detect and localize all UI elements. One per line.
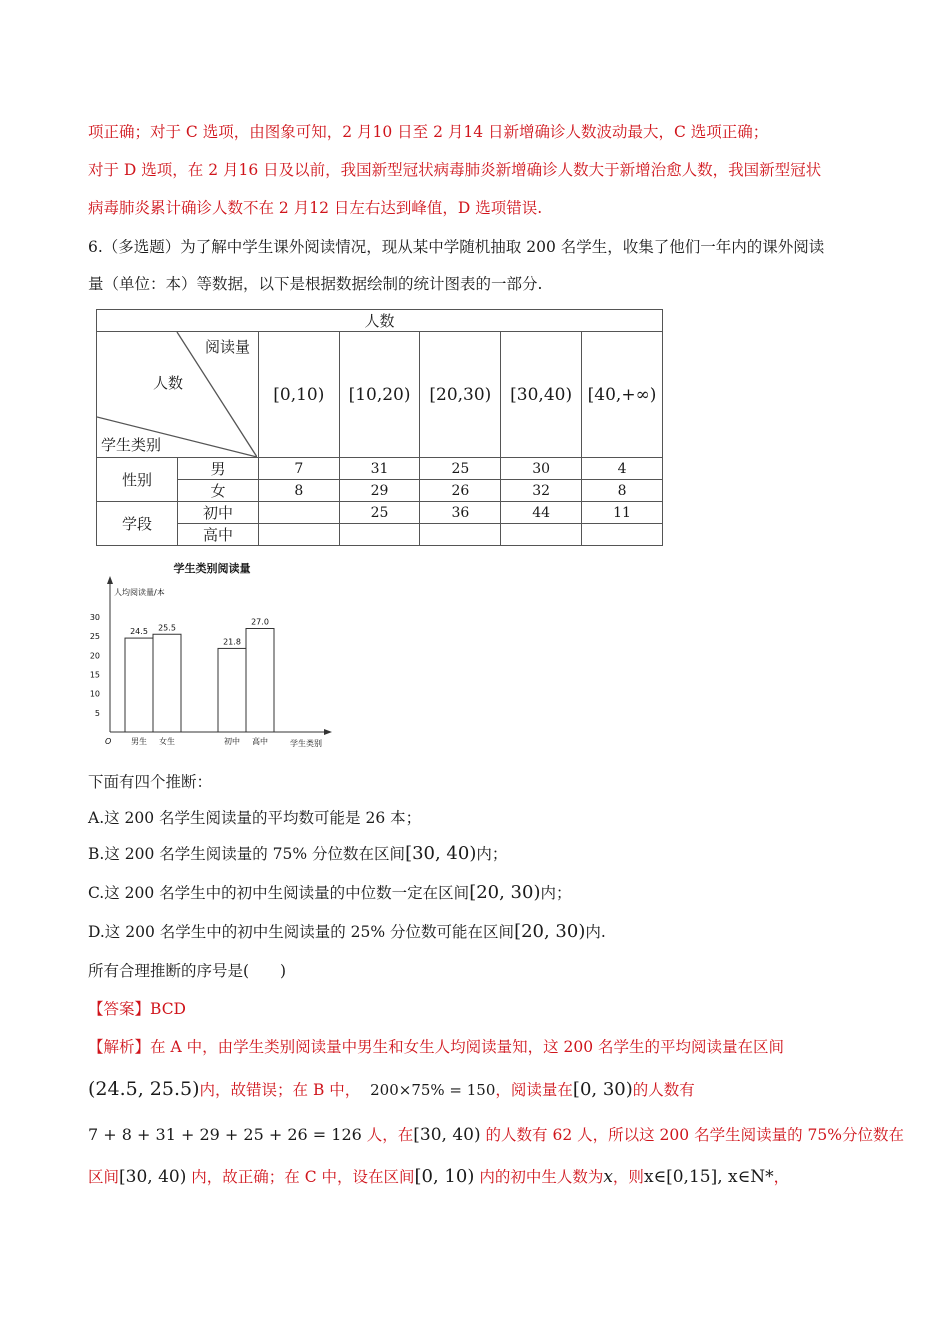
interval-expr: [0, 10): [414, 1166, 475, 1187]
question-line-2: 量（单位：本）等数据，以下是根据数据绘制的统计图表的一部分.: [88, 275, 543, 293]
analysis-text: ，: [773, 1168, 790, 1186]
intro-line: 下面有四个推断：: [88, 773, 213, 791]
statement-d-end: 内.: [585, 923, 606, 941]
row-label: 高中: [177, 524, 258, 546]
analysis-text: 人，在: [366, 1126, 414, 1144]
table-cell: [258, 524, 339, 546]
table-cell: 26: [420, 480, 501, 502]
y-ticks: [90, 613, 100, 718]
bar: [246, 629, 274, 733]
statement-b: [88, 843, 507, 865]
analysis-text: 内的初中生人数为: [479, 1168, 604, 1186]
bars: [125, 618, 274, 747]
answer-value: BCD: [150, 1000, 186, 1018]
chart-title: 学生类别阅读量: [173, 562, 251, 575]
analysis-text: 内，故错误；在 B 中，: [199, 1081, 361, 1099]
table-cell: [420, 524, 501, 546]
prev-line-3: 病毒肺炎累计确诊人数不在 2 月12 日左右达到峰值，D 选项错误.: [88, 199, 543, 217]
interval-expr: [30, 40): [119, 1167, 187, 1187]
category-label: 女生: [159, 737, 175, 746]
table-cell: 30: [501, 458, 582, 480]
y-axis-label: 人均阅读量/本: [114, 588, 165, 597]
bar-value-label: 21.8: [223, 637, 241, 647]
y-tick-label: 10: [89, 689, 100, 699]
analysis-text: 区间: [88, 1168, 120, 1186]
category-label: 高中: [252, 737, 268, 746]
answer-line: [88, 998, 186, 1020]
statement-a: A.这 200 名学生阅读量的平均数可能是 26 本；: [88, 809, 422, 827]
statement-b-interval: [30, 40): [405, 843, 477, 864]
corner-top-label: 阅读量: [205, 338, 251, 356]
table-cell: [501, 524, 582, 546]
answer-tag: 【答案】: [88, 1000, 151, 1018]
interval-header: [40,+∞): [582, 332, 663, 458]
analysis-text: ，则: [612, 1168, 644, 1186]
variable-x: x: [603, 1167, 613, 1187]
y-tick-label: 5: [94, 708, 100, 718]
math-expr: 200×75% = 150: [370, 1081, 496, 1099]
statement-c-end: 内；: [540, 884, 572, 902]
analysis-line-1: [88, 1036, 784, 1058]
bar: [218, 648, 246, 732]
corner-mid-label: 人数: [153, 374, 184, 392]
table-cell: 36: [420, 502, 501, 524]
x-axis-arrow: [324, 729, 332, 735]
statement-c: [88, 882, 572, 904]
y-tick-label: 30: [89, 613, 100, 622]
table-cell: 25: [339, 502, 420, 524]
table-cell: 4: [582, 458, 663, 480]
bar-value-label: 24.5: [130, 627, 148, 637]
table-cell: 7: [258, 458, 339, 480]
origin-label: O: [105, 737, 112, 746]
bar: [125, 638, 153, 732]
analysis-line-3: [88, 1124, 904, 1146]
statement-c-interval: [20, 30): [469, 882, 541, 903]
row-label: 男: [177, 458, 258, 480]
x-axis-label: 学生类别: [290, 739, 322, 748]
table-cell: 44: [501, 502, 582, 524]
reading-bar-chart: [88, 556, 348, 752]
statement-d: [88, 921, 606, 943]
group-label: 学段: [97, 502, 178, 546]
category-label: 男生: [131, 737, 147, 746]
analysis-text-1: 在 A 中，由学生类别阅读量中男生和女生人均阅读量知，这 200 名学生的平均阅读量在区间: [150, 1038, 785, 1056]
group-label: 性别: [97, 458, 178, 502]
bar: [153, 634, 181, 732]
math-expr: x∈[0,15], x∈N*: [643, 1167, 774, 1187]
table-cell: [258, 502, 339, 524]
table-cell: 11: [582, 502, 663, 524]
analysis-tag: 【解析】: [88, 1038, 151, 1056]
interval-expr: [30, 40): [413, 1125, 481, 1145]
category-label: 初中: [224, 737, 240, 746]
analysis-line-4: [88, 1166, 789, 1188]
interval-expr: [0, 30): [572, 1079, 633, 1100]
bar-value-label: 25.5: [158, 623, 176, 633]
table-title: 人数: [97, 310, 663, 332]
question-line-1: 6.（多选题）为了解中学生课外阅读情况，现从某中学随机抽取 200 名学生，收集了他们一年内的课外阅读: [88, 238, 825, 256]
corner-bottom-label: 学生类别: [101, 436, 162, 454]
interval-header: [20,30): [420, 332, 501, 458]
y-tick-label: 15: [89, 670, 100, 680]
bar-value-label: 27.0: [251, 617, 269, 627]
statement-b-text: B.这 200 名学生阅读量的 75% 分位数在区间: [88, 845, 406, 863]
statement-b-end: 内；: [476, 845, 508, 863]
interval-header: [30,40): [501, 332, 582, 458]
analysis-text: ，阅读量在: [495, 1081, 573, 1099]
y-tick-label: 20: [89, 651, 100, 661]
table-cell: [339, 524, 420, 546]
table-cell: 31: [339, 458, 420, 480]
analysis-text: 内，故正确；在 C 中，设在区间: [191, 1168, 415, 1186]
interval-header: [0,10): [258, 332, 339, 458]
prev-line-2: 对于 D 选项，在 2 月16 日及以前，我国新型冠状病毒肺炎新增确诊人数大于新增治愈人数，我国新型冠状: [88, 161, 822, 179]
interval-expr: (24.5, 25.5): [88, 1078, 200, 1100]
row-label: 女: [177, 480, 258, 502]
table-cell: 25: [420, 458, 501, 480]
interval-header: [10,20): [339, 332, 420, 458]
table-cell: 8: [582, 480, 663, 502]
reading-stats-table: [96, 309, 663, 546]
table-cell: 8: [258, 480, 339, 502]
analysis-line-2: [88, 1078, 695, 1101]
prev-line-1: 项正确；对于 C 选项，由图象可知，2 月10 日至 2 月14 日新增确诊人数波动最大，C 选项正确；: [88, 123, 769, 141]
y-axis-arrow: [107, 576, 113, 584]
table-cell: 29: [339, 480, 420, 502]
analysis-text: 的人数有 62 人，所以这 200 名学生阅读量的 75%分位数在: [485, 1126, 904, 1144]
table-cell: 32: [501, 480, 582, 502]
statement-d-text: D.这 200 名学生中的初中生阅读量的 25% 分位数可能在区间: [88, 923, 515, 941]
table-cell: [582, 524, 663, 546]
analysis-text: 的人数有: [632, 1081, 695, 1099]
statement-d-interval: [20, 30): [514, 921, 586, 942]
y-tick-label: 25: [89, 632, 100, 642]
row-label: 初中: [177, 502, 258, 524]
question-prompt: 所有合理推断的序号是( ): [88, 962, 287, 980]
statement-c-text: C.这 200 名学生中的初中生阅读量的中位数一定在区间: [88, 884, 470, 902]
table-corner: [97, 332, 259, 458]
math-expr: 7 + 8 + 31 + 29 + 25 + 26 = 126: [88, 1125, 362, 1144]
